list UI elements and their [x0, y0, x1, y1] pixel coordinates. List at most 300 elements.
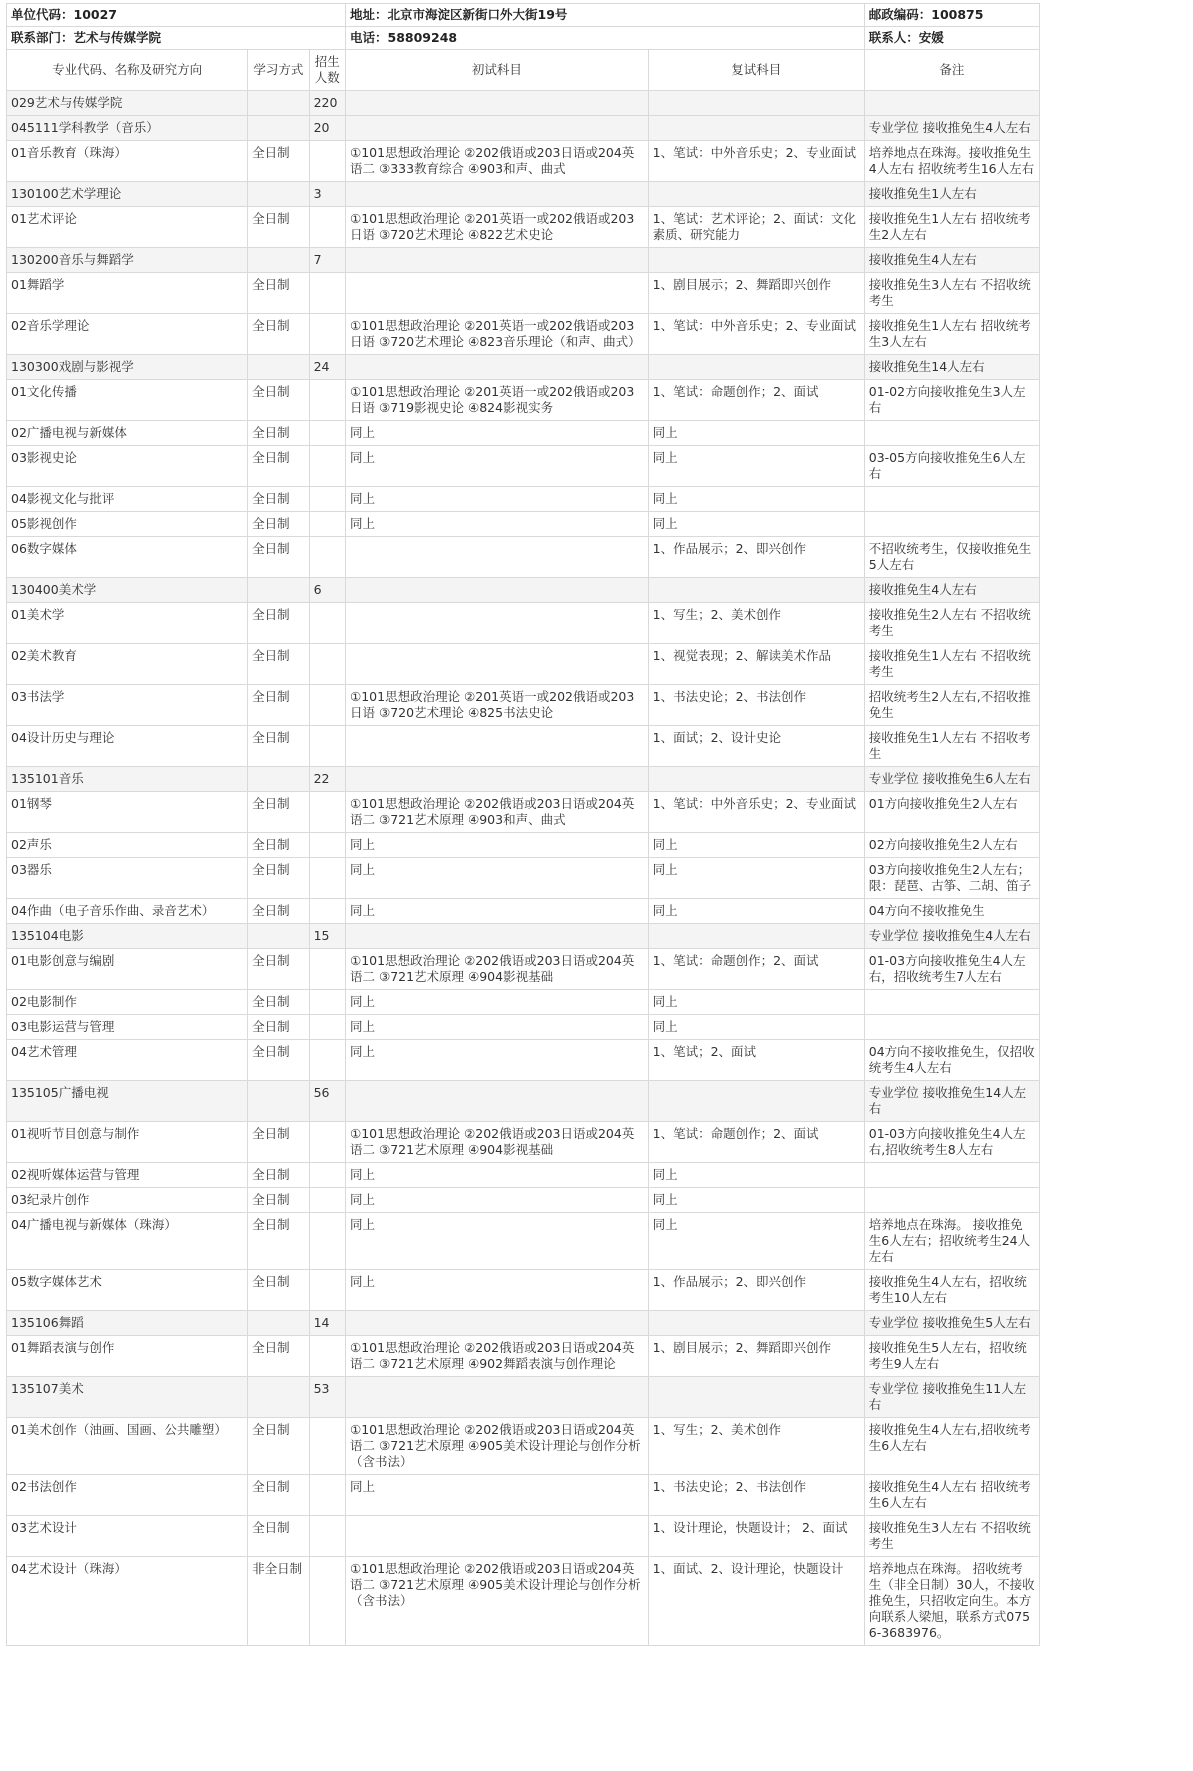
cell-remark: 接收推免生2人左右 不招收统考生 — [864, 603, 1039, 644]
cell-retest: 1、笔试：艺术评论；2、面试：文化素质、研究能力 — [648, 207, 864, 248]
cell-enroll — [309, 792, 345, 833]
cell-retest: 1、书法史论；2、书法创作 — [648, 685, 864, 726]
cell-initial: ①101思想政治理论 ②202俄语或203日语或204英语二 ③721艺术原理 ④904影视基础 — [346, 949, 649, 990]
cell-major: 02视听媒体运营与管理 — [7, 1163, 248, 1188]
cell-retest: 同上 — [648, 858, 864, 899]
cell-remark: 接收推免生14人左右 — [864, 355, 1039, 380]
cell-major: 02声乐 — [7, 833, 248, 858]
cell-retest: 同上 — [648, 512, 864, 537]
direction-row — [7, 1015, 1040, 1040]
direction-row — [7, 1040, 1040, 1081]
direction-row — [7, 380, 1040, 421]
cell-major: 135105广播电视 — [7, 1081, 248, 1122]
major-group-row — [7, 248, 1040, 273]
cell-initial — [346, 1081, 649, 1122]
cell-major: 01文化传播 — [7, 380, 248, 421]
cell-enroll — [309, 1418, 345, 1475]
cell-initial: ①101思想政治理论 ②201英语一或202俄语或203日语 ③719影视史论 ④824影视实务 — [346, 380, 649, 421]
cell-initial — [346, 1311, 649, 1336]
cell-major: 135107美术 — [7, 1377, 248, 1418]
cell-mode — [248, 924, 309, 949]
cell-mode: 全日制 — [248, 446, 309, 487]
cell-mode — [248, 1311, 309, 1336]
direction-row — [7, 1188, 1040, 1213]
cell-mode — [248, 116, 309, 141]
col-header-initial: 初试科目 — [346, 50, 649, 91]
cell-major: 04设计历史与理论 — [7, 726, 248, 767]
cell-initial — [346, 767, 649, 792]
cell-initial — [346, 116, 649, 141]
direction-row — [7, 858, 1040, 899]
cell-remark: 专业学位 接收推免生4人左右 — [864, 924, 1039, 949]
col-header-enroll: 招生人数 — [309, 50, 345, 91]
cell-remark: 01-03方向接收推免生4人左右，招收统考生7人左右 — [864, 949, 1039, 990]
cell-mode — [248, 248, 309, 273]
cell-initial: ①101思想政治理论 ②201英语一或202俄语或203日语 ③720艺术理论 ④823音乐理论（和声、曲式） — [346, 314, 649, 355]
cell-major: 01美术学 — [7, 603, 248, 644]
major-group-row — [7, 355, 1040, 380]
cell-enroll: 220 — [309, 91, 345, 116]
cell-major: 04艺术设计（珠海） — [7, 1557, 248, 1646]
cell-mode — [248, 767, 309, 792]
cell-major: 02音乐学理论 — [7, 314, 248, 355]
direction-row — [7, 1336, 1040, 1377]
contact-person: 联系人：安媛 — [864, 27, 1039, 50]
cell-remark: 培养地点在珠海。接收推免生4人左右 招收统考生16人左右 — [864, 141, 1039, 182]
cell-remark — [864, 1188, 1039, 1213]
cell-initial — [346, 91, 649, 116]
direction-row — [7, 603, 1040, 644]
cell-retest — [648, 1081, 864, 1122]
cell-retest — [648, 182, 864, 207]
cell-major: 01视听节目创意与制作 — [7, 1122, 248, 1163]
cell-enroll: 20 — [309, 116, 345, 141]
cell-remark: 接收推免生3人左右 不招收统考生 — [864, 273, 1039, 314]
cell-mode: 全日制 — [248, 512, 309, 537]
cell-retest: 同上 — [648, 1188, 864, 1213]
cell-remark: 接收推免生1人左右 不招收考生 — [864, 726, 1039, 767]
cell-remark: 专业学位 接收推免生6人左右 — [864, 767, 1039, 792]
cell-remark: 接收推免生4人左右 — [864, 578, 1039, 603]
cell-remark: 专业学位 接收推免生11人左右 — [864, 1377, 1039, 1418]
cell-retest: 1、笔试：命题创作；2、面试 — [648, 949, 864, 990]
cell-major: 02电影制作 — [7, 990, 248, 1015]
cell-major: 04作曲（电子音乐作曲、录音艺术） — [7, 899, 248, 924]
cell-major: 01电影创意与编剧 — [7, 949, 248, 990]
cell-initial: 同上 — [346, 487, 649, 512]
cell-major: 06数字媒体 — [7, 537, 248, 578]
cell-mode: 全日制 — [248, 1213, 309, 1270]
cell-remark: 接收推免生4人左右 — [864, 248, 1039, 273]
cell-enroll — [309, 1516, 345, 1557]
direction-row — [7, 792, 1040, 833]
direction-row — [7, 512, 1040, 537]
cell-initial: 同上 — [346, 446, 649, 487]
cell-major: 01美术创作（油画、国画、公共雕塑） — [7, 1418, 248, 1475]
cell-major: 02美术教育 — [7, 644, 248, 685]
cell-remark: 专业学位 接收推免生14人左右 — [864, 1081, 1039, 1122]
cell-mode: 全日制 — [248, 603, 309, 644]
cell-initial — [346, 537, 649, 578]
cell-major: 045111学科教学（音乐） — [7, 116, 248, 141]
cell-major: 135104电影 — [7, 924, 248, 949]
cell-retest: 同上 — [648, 446, 864, 487]
cell-remark: 接收推免生1人左右 不招收统考生 — [864, 644, 1039, 685]
cell-major: 130200音乐与舞蹈学 — [7, 248, 248, 273]
cell-mode — [248, 91, 309, 116]
cell-enroll — [309, 207, 345, 248]
major-group-row — [7, 1377, 1040, 1418]
cell-enroll — [309, 446, 345, 487]
cell-initial — [346, 1377, 649, 1418]
cell-remark: 02方向接收推免生2人左右 — [864, 833, 1039, 858]
cell-major: 03电影运营与管理 — [7, 1015, 248, 1040]
cell-enroll — [309, 603, 345, 644]
cell-enroll — [309, 685, 345, 726]
cell-retest: 1、视觉表现；2、解读美术作品 — [648, 644, 864, 685]
cell-retest: 1、剧目展示；2、舞蹈即兴创作 — [648, 273, 864, 314]
cell-retest: 同上 — [648, 1163, 864, 1188]
major-group-row — [7, 182, 1040, 207]
cell-remark — [864, 1163, 1039, 1188]
cell-enroll — [309, 314, 345, 355]
cell-retest: 1、笔试：命题创作；2、面试 — [648, 380, 864, 421]
cell-major: 135106舞蹈 — [7, 1311, 248, 1336]
cell-enroll — [309, 537, 345, 578]
cell-remark: 01方向接收推免生2人左右 — [864, 792, 1039, 833]
cell-retest — [648, 116, 864, 141]
cell-retest — [648, 248, 864, 273]
address: 地址：北京市海淀区新街口外大街19号 — [346, 4, 865, 27]
cell-initial: ①101思想政治理论 ②202俄语或203日语或204英语二 ③721艺术原理 ④905美术设计理论与创作分析（含书法） — [346, 1418, 649, 1475]
cell-initial — [346, 182, 649, 207]
cell-major: 02广播电视与新媒体 — [7, 421, 248, 446]
cell-initial: ①101思想政治理论 ②201英语一或202俄语或203日语 ③720艺术理论 ④825书法史论 — [346, 685, 649, 726]
cell-enroll — [309, 858, 345, 899]
cell-major: 03影视史论 — [7, 446, 248, 487]
cell-major: 01舞蹈学 — [7, 273, 248, 314]
cell-remark: 招收统考生2人左右,不招收推免生 — [864, 685, 1039, 726]
cell-enroll — [309, 726, 345, 767]
cell-retest: 1、剧目展示；2、舞蹈即兴创作 — [648, 1336, 864, 1377]
cell-enroll — [309, 1557, 345, 1646]
cell-enroll — [309, 1040, 345, 1081]
cell-enroll — [309, 899, 345, 924]
cell-enroll — [309, 1213, 345, 1270]
cell-enroll: 56 — [309, 1081, 345, 1122]
cell-retest: 1、笔试：中外音乐史；2、专业面试 — [648, 792, 864, 833]
cell-enroll: 3 — [309, 182, 345, 207]
direction-row — [7, 949, 1040, 990]
cell-major: 01舞蹈表演与创作 — [7, 1336, 248, 1377]
major-group-row — [7, 578, 1040, 603]
direction-row — [7, 207, 1040, 248]
cell-mode: 全日制 — [248, 990, 309, 1015]
cell-retest: 同上 — [648, 487, 864, 512]
cell-initial: ①101思想政治理论 ②202俄语或203日语或204英语二 ③721艺术原理 ④904影视基础 — [346, 1122, 649, 1163]
cell-initial: 同上 — [346, 833, 649, 858]
cell-enroll: 7 — [309, 248, 345, 273]
cell-initial — [346, 644, 649, 685]
cell-major: 01钢琴 — [7, 792, 248, 833]
cell-retest: 1、写生；2、美术创作 — [648, 603, 864, 644]
cell-enroll — [309, 141, 345, 182]
cell-initial — [346, 355, 649, 380]
cell-initial — [346, 248, 649, 273]
cell-enroll — [309, 421, 345, 446]
cell-remark: 专业学位 接收推免生4人左右 — [864, 116, 1039, 141]
cell-remark: 03方向接收推免生2人左右；限：琵琶、古筝、二胡、笛子 — [864, 858, 1039, 899]
direction-row — [7, 990, 1040, 1015]
col-header-mode: 学习方式 — [248, 50, 309, 91]
postcode: 邮政编码：100875 — [864, 4, 1039, 27]
cell-enroll: 14 — [309, 1311, 345, 1336]
cell-enroll — [309, 512, 345, 537]
cell-mode: 全日制 — [248, 792, 309, 833]
cell-remark: 接收推免生5人左右，招收统考生9人左右 — [864, 1336, 1039, 1377]
direction-row — [7, 446, 1040, 487]
cell-mode: 全日制 — [248, 1122, 309, 1163]
cell-enroll — [309, 990, 345, 1015]
cell-enroll — [309, 644, 345, 685]
cell-major: 03纪录片创作 — [7, 1188, 248, 1213]
cell-initial: ①101思想政治理论 ②202俄语或203日语或204英语二 ③721艺术原理 ④903和声、曲式 — [346, 792, 649, 833]
cell-retest: 1、笔试；2、面试 — [648, 1040, 864, 1081]
cell-mode: 全日制 — [248, 141, 309, 182]
cell-retest — [648, 1311, 864, 1336]
major-group-row — [7, 767, 1040, 792]
direction-row — [7, 1475, 1040, 1516]
cell-remark: 接收推免生1人左右 — [864, 182, 1039, 207]
cell-major: 03器乐 — [7, 858, 248, 899]
cell-initial: 同上 — [346, 1213, 649, 1270]
direction-row — [7, 1418, 1040, 1475]
cell-retest: 1、作品展示；2、即兴创作 — [648, 537, 864, 578]
cell-retest — [648, 1377, 864, 1418]
cell-initial: 同上 — [346, 421, 649, 446]
major-group-row — [7, 1081, 1040, 1122]
cell-enroll — [309, 949, 345, 990]
cell-mode: 全日制 — [248, 833, 309, 858]
cell-enroll — [309, 1475, 345, 1516]
cell-enroll — [309, 1188, 345, 1213]
header-info-row-1 — [7, 4, 1040, 27]
cell-enroll — [309, 1015, 345, 1040]
cell-major: 03书法学 — [7, 685, 248, 726]
major-group-row — [7, 116, 1040, 141]
direction-row — [7, 1270, 1040, 1311]
cell-remark — [864, 421, 1039, 446]
cell-remark: 04方向不接收推免生，仅招收统考生4人左右 — [864, 1040, 1039, 1081]
cell-remark: 04方向不接收推免生 — [864, 899, 1039, 924]
cell-remark: 培养地点在珠海。 接收推免生6人左右；招收统考生24人左右 — [864, 1213, 1039, 1270]
col-header-major: 专业代码、名称及研究方向 — [7, 50, 248, 91]
cell-initial — [346, 578, 649, 603]
cell-initial: 同上 — [346, 512, 649, 537]
cell-initial: 同上 — [346, 1475, 649, 1516]
cell-retest: 1、作品展示；2、即兴创作 — [648, 1270, 864, 1311]
cell-major: 130300戏剧与影视学 — [7, 355, 248, 380]
cell-mode: 全日制 — [248, 537, 309, 578]
cell-remark: 培养地点在珠海。 招收统考生（非全日制）30人，不接收推免生，只招收定向生。本方向联系人梁旭，联系方式0756-3683976。 — [864, 1557, 1039, 1646]
cell-mode: 全日制 — [248, 1188, 309, 1213]
cell-initial: 同上 — [346, 899, 649, 924]
cell-major: 05数字媒体艺术 — [7, 1270, 248, 1311]
cell-mode: 全日制 — [248, 1040, 309, 1081]
cell-remark: 03-05方向接收推免生6人左右 — [864, 446, 1039, 487]
cell-retest: 同上 — [648, 1213, 864, 1270]
cell-major: 04广播电视与新媒体（珠海） — [7, 1213, 248, 1270]
cell-mode: 全日制 — [248, 1015, 309, 1040]
cell-mode: 全日制 — [248, 273, 309, 314]
cell-remark — [864, 990, 1039, 1015]
cell-enroll: 22 — [309, 767, 345, 792]
cell-mode — [248, 355, 309, 380]
cell-remark: 01-02方向接收推免生3人左右 — [864, 380, 1039, 421]
direction-row — [7, 644, 1040, 685]
cell-major: 130100艺术学理论 — [7, 182, 248, 207]
direction-row — [7, 537, 1040, 578]
cell-initial — [346, 726, 649, 767]
cell-enroll — [309, 380, 345, 421]
cell-remark — [864, 487, 1039, 512]
direction-row — [7, 487, 1040, 512]
direction-row — [7, 1557, 1040, 1646]
cell-remark: 不招收统考生，仅接收推免生5人左右 — [864, 537, 1039, 578]
cell-retest: 1、写生；2、美术创作 — [648, 1418, 864, 1475]
cell-retest — [648, 578, 864, 603]
cell-major: 01艺术评论 — [7, 207, 248, 248]
cell-initial — [346, 273, 649, 314]
cell-retest: 1、设计理论，快题设计； 2、面试 — [648, 1516, 864, 1557]
cell-mode — [248, 1377, 309, 1418]
cell-remark — [864, 1015, 1039, 1040]
cell-remark: 接收推免生4人左右,招收统考生6人左右 — [864, 1418, 1039, 1475]
cell-mode: 全日制 — [248, 1475, 309, 1516]
cell-mode: 全日制 — [248, 1270, 309, 1311]
catalog-table-body — [7, 4, 1040, 1646]
direction-row — [7, 726, 1040, 767]
cell-remark: 接收推免生4人左右 招收统考生6人左右 — [864, 1475, 1039, 1516]
cell-major: 05影视创作 — [7, 512, 248, 537]
cell-mode — [248, 182, 309, 207]
cell-initial: 同上 — [346, 1163, 649, 1188]
col-header-remark: 备注 — [864, 50, 1039, 91]
cell-enroll: 15 — [309, 924, 345, 949]
cell-major: 029艺术与传媒学院 — [7, 91, 248, 116]
cell-retest: 1、面试、2、设计理论，快题设计 — [648, 1557, 864, 1646]
cell-enroll — [309, 833, 345, 858]
cell-initial: 同上 — [346, 1015, 649, 1040]
cell-initial: 同上 — [346, 1040, 649, 1081]
cell-mode: 全日制 — [248, 487, 309, 512]
cell-mode: 全日制 — [248, 899, 309, 924]
cell-initial: ①101思想政治理论 ②201英语一或202俄语或203日语 ③720艺术理论 ④822艺术史论 — [346, 207, 649, 248]
cell-enroll — [309, 487, 345, 512]
unit-code: 单位代码：10027 — [7, 4, 346, 27]
cell-enroll: 24 — [309, 355, 345, 380]
cell-remark: 01-03方向接收推免生4人左右,招收统考生8人左右 — [864, 1122, 1039, 1163]
cell-remark — [864, 512, 1039, 537]
cell-major: 02书法创作 — [7, 1475, 248, 1516]
header-info-row-2 — [7, 27, 1040, 50]
direction-row — [7, 1122, 1040, 1163]
cell-mode: 全日制 — [248, 1163, 309, 1188]
cell-initial — [346, 603, 649, 644]
direction-row — [7, 685, 1040, 726]
direction-row — [7, 273, 1040, 314]
cell-enroll: 53 — [309, 1377, 345, 1418]
cell-mode — [248, 1081, 309, 1122]
cell-retest — [648, 767, 864, 792]
cell-enroll — [309, 1270, 345, 1311]
cell-retest: 1、书法史论；2、书法创作 — [648, 1475, 864, 1516]
cell-initial: ①101思想政治理论 ②202俄语或203日语或204英语二 ③721艺术原理 ④905美术设计理论与创作分析（含书法） — [346, 1557, 649, 1646]
cell-mode: 非全日制 — [248, 1557, 309, 1646]
catalog-table — [6, 3, 1040, 1646]
cell-remark — [864, 91, 1039, 116]
major-group-row — [7, 1311, 1040, 1336]
cell-mode: 全日制 — [248, 207, 309, 248]
direction-row — [7, 314, 1040, 355]
cell-remark: 接收推免生4人左右，招收统考生10人左右 — [864, 1270, 1039, 1311]
cell-initial: ①101思想政治理论 ②202俄语或203日语或204英语二 ③721艺术原理 ④902舞蹈表演与创作理论 — [346, 1336, 649, 1377]
cell-enroll — [309, 273, 345, 314]
cell-retest: 同上 — [648, 833, 864, 858]
cell-enroll — [309, 1122, 345, 1163]
cell-retest: 1、面试；2、设计史论 — [648, 726, 864, 767]
cell-retest: 同上 — [648, 1015, 864, 1040]
cell-initial — [346, 924, 649, 949]
cell-initial: ①101思想政治理论 ②202俄语或203日语或204英语二 ③333教育综合 ④903和声、曲式 — [346, 141, 649, 182]
cell-major: 04艺术管理 — [7, 1040, 248, 1081]
cell-remark: 接收推免生1人左右 招收统考生2人左右 — [864, 207, 1039, 248]
cell-retest: 1、笔试：中外音乐史；2、专业面试 — [648, 314, 864, 355]
cell-initial: 同上 — [346, 858, 649, 899]
cell-major: 135101音乐 — [7, 767, 248, 792]
cell-mode: 全日制 — [248, 1516, 309, 1557]
cell-mode: 全日制 — [248, 421, 309, 446]
cell-retest: 1、笔试：命题创作；2、面试 — [648, 1122, 864, 1163]
cell-retest — [648, 355, 864, 380]
cell-mode: 全日制 — [248, 644, 309, 685]
cell-major: 04影视文化与批评 — [7, 487, 248, 512]
direction-row — [7, 141, 1040, 182]
direction-row — [7, 1516, 1040, 1557]
cell-enroll: 6 — [309, 578, 345, 603]
cell-mode: 全日制 — [248, 685, 309, 726]
cell-retest: 同上 — [648, 990, 864, 1015]
cell-initial — [346, 1516, 649, 1557]
cell-retest: 同上 — [648, 899, 864, 924]
column-header-row — [7, 50, 1040, 91]
cell-major: 01音乐教育（珠海） — [7, 141, 248, 182]
cell-mode: 全日制 — [248, 1418, 309, 1475]
cell-retest: 同上 — [648, 421, 864, 446]
cell-initial: 同上 — [346, 1270, 649, 1311]
cell-major: 130400美术学 — [7, 578, 248, 603]
col-header-retest: 复试科目 — [648, 50, 864, 91]
cell-mode: 全日制 — [248, 1336, 309, 1377]
cell-mode: 全日制 — [248, 949, 309, 990]
cell-remark: 接收推免生3人左右 不招收统考生 — [864, 1516, 1039, 1557]
cell-remark: 接收推免生1人左右 招收统考生3人左右 — [864, 314, 1039, 355]
cell-enroll — [309, 1163, 345, 1188]
direction-row — [7, 421, 1040, 446]
cell-mode — [248, 578, 309, 603]
phone: 电话：58809248 — [346, 27, 865, 50]
cell-mode: 全日制 — [248, 314, 309, 355]
